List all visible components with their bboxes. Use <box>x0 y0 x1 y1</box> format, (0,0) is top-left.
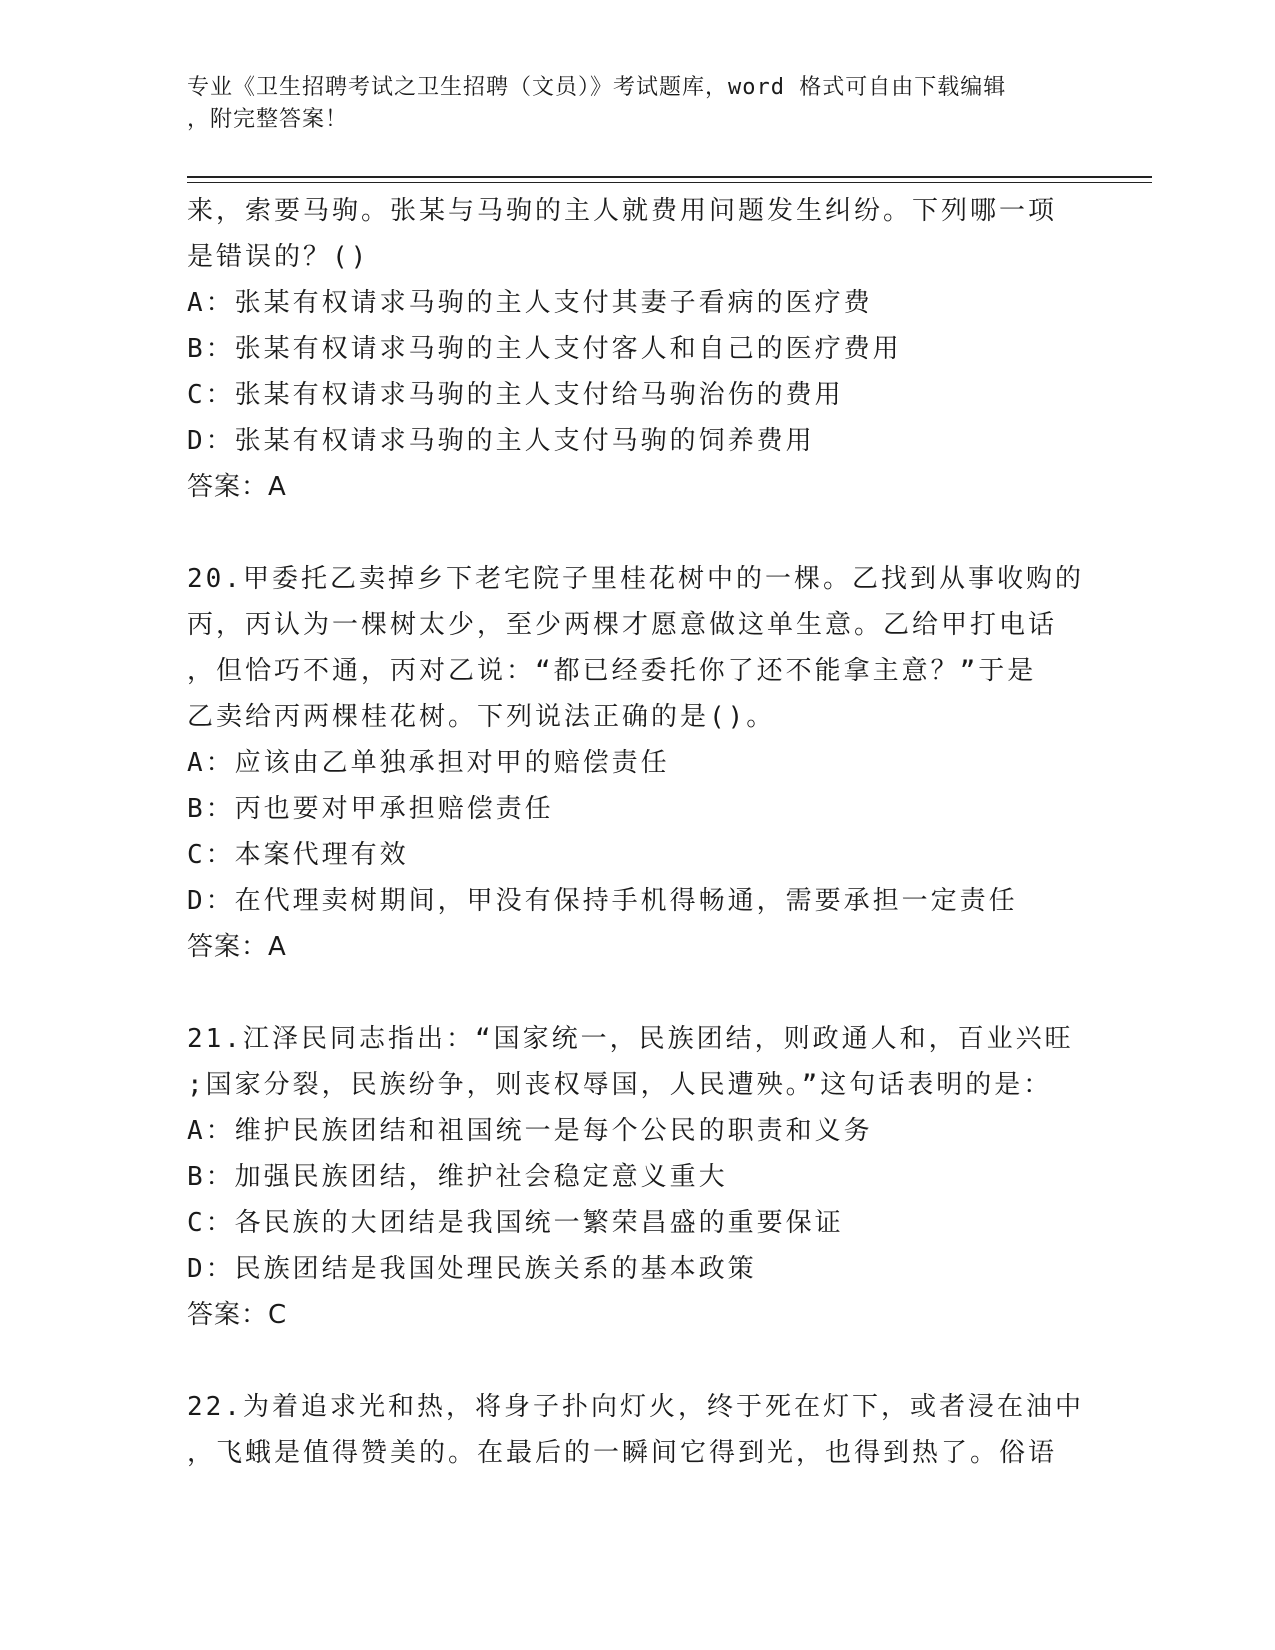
option-d: D：在代理卖树期间，甲没有保持手机得畅通，需要承担一定责任 <box>187 886 1018 916</box>
header-divider-thick <box>187 176 1152 178</box>
question-stem-line: 20.甲委托乙卖掉乡下老宅院子里桂花树中的一棵。乙找到从事收购的 <box>187 564 1084 594</box>
question-stem-line: 乙卖给丙两棵桂花树。下列说法正确的是()。 <box>187 702 776 732</box>
option-a: A：维护民族团结和祖国统一是每个公民的职责和义务 <box>187 1116 873 1146</box>
spacer <box>187 970 1087 1016</box>
header-subtitle-line: ，附完整答案！ <box>187 107 349 132</box>
option-b: B：加强民族团结，维护社会稳定意义重大 <box>187 1162 728 1192</box>
question-20 <box>187 556 1087 970</box>
spacer <box>187 1338 1087 1384</box>
option-d: D：张某有权请求马驹的主人支付马驹的饲养费用 <box>187 426 815 456</box>
question-21 <box>187 1016 1087 1338</box>
header-divider-thin <box>187 182 1152 183</box>
question-stem-line: 21.江泽民同志指出：“国家统一，民族团结，则政通人和，百业兴旺 <box>187 1024 1074 1054</box>
option-c: C：各民族的大团结是我国统一繁荣昌盛的重要保证 <box>187 1208 844 1238</box>
document-header <box>187 72 1067 136</box>
option-c: C：张某有权请求马驹的主人支付给马驹治伤的费用 <box>187 380 844 410</box>
question-22 <box>187 1384 1087 1476</box>
option-b: B：张某有权请求马驹的主人支付客人和自己的医疗费用 <box>187 334 902 364</box>
question-stem-line: 来，索要马驹。张某与马驹的主人就费用问题发生纠纷。下列哪一项 <box>187 196 1058 226</box>
option-c: C：本案代理有效 <box>187 840 409 870</box>
question-stem-line: 22.为着追求光和热，将身子扑向灯火，终于死在灯下，或者浸在油中 <box>187 1392 1084 1422</box>
question-stem-line: ;国家分裂，民族纷争，则丧权辱国，人民遭殃。”这句话表明的是： <box>187 1070 1053 1100</box>
question-stem-line: 丙，丙认为一棵树太少，至少两棵才愿意做这单生意。乙给甲打电话 <box>187 610 1058 640</box>
header-title-line: 专业《卫生招聘考试之卫生招聘（文员）》考试题库，word 格式可自由下载编辑 <box>187 75 1007 100</box>
option-b: B：丙也要对甲承担赔偿责任 <box>187 794 554 824</box>
answer-line: 答案：C <box>187 1300 288 1330</box>
question-stem-line: ，但恰巧不通，丙对乙说：“都已经委托你了还不能拿主意？”于是 <box>187 656 1037 686</box>
option-d: D：民族团结是我国处理民族关系的基本政策 <box>187 1254 757 1284</box>
answer-line: 答案：A <box>187 472 287 502</box>
question-19 <box>187 188 1087 510</box>
spacer <box>187 510 1087 556</box>
question-stem-line: 是错误的？() <box>187 242 370 272</box>
option-a: A：应该由乙单独承担对甲的赔偿责任 <box>187 748 670 778</box>
option-a: A：张某有权请求马驹的主人支付其妻子看病的医疗费 <box>187 288 873 318</box>
question-content <box>187 188 1087 1476</box>
answer-line: 答案：A <box>187 932 287 962</box>
question-stem-line: ，飞蛾是值得赞美的。在最后的一瞬间它得到光，也得到热了。俗语 <box>187 1438 1058 1468</box>
